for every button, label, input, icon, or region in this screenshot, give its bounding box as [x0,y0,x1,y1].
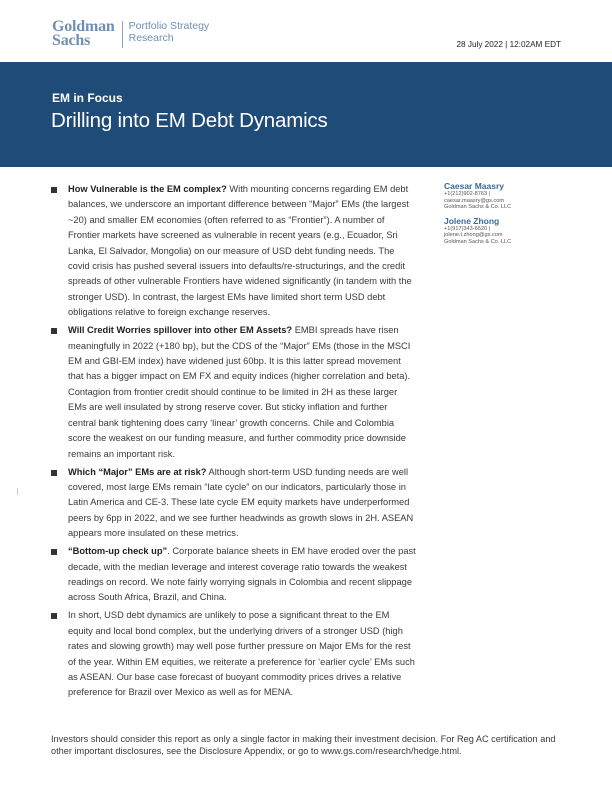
series-label: EM in Focus [52,91,123,105]
key-point-text: Although short-term USD funding needs are well covered, most large EMs remain “late cycle” on our indicators, particularly those in Latin America and CE-3. These late cycle EM equity markets have underperformed peers by 6pp in 2022, and we see further headwinds as growth slows in 2H. ASEAN appears more insulated on these metrics. [68,466,414,539]
bullet-square-icon [51,187,57,193]
author-name[interactable]: Caesar Maasry [444,181,505,191]
key-point-lead: “Bottom-up check up” [68,546,168,557]
key-point [50,323,416,462]
division-line-1: Portfolio Strategy [128,20,210,32]
author-phone: +1(212)902-8763 | [444,191,491,197]
author-email[interactable]: jolene.t.zhong@gs.com [444,232,503,239]
key-points-list [50,182,416,703]
key-point [50,465,416,542]
key-point-lead: Will Credit Worries spillover into other EM Assets? [68,325,293,336]
author-email[interactable]: caesar.maasry@gs.com [444,197,505,204]
author-list [444,181,564,251]
key-point-lead: Which “Major” EMs are at risk? [68,466,207,477]
division-line-2: Research [128,32,174,44]
author-firm: Goldman Sachs & Co. LLC [444,204,512,211]
key-point [50,544,416,606]
key-point-text: With mounting concerns regarding EM debt balances, we underscore an important difference between “Major” EMs (the largest ~20) and smaller EM economies (often referred to as “Frontier”). A number of Frontier markets have screened as vulnerable in recent years (e.g., Ecuador, Sri Lanka, El Salvador, Mongolia) on our measure of USD debt funding needs. The covid crisis has pushed several issuers into defaults/re-structurings, and the credit spreads of other vulnerable Frontiers have widened significantly (in tandem with the stronger USD). In contrast, the largest EMs have limited short term USD debt obligations relative to foreign exchange reserves. [68,184,412,318]
bullet-square-icon [51,549,57,555]
key-point-text: . Corporate balance sheets in EM have eroded over the past decade, with the median leverage and interest coverage ratio towards the weakest readings on record. We note fairly worrying signals in Colombia and recent slippage across South Africa, Brazil, and China. [68,546,416,603]
logo-divider [122,21,123,48]
logo-line-1: Goldman [52,18,115,35]
margin-mark [17,488,18,495]
division-name [129,20,210,44]
author-card [444,181,564,211]
key-point [50,608,416,700]
author-name[interactable]: Jolene Zhong [444,215,500,226]
bullet-square-icon [51,470,57,476]
bullet-square-icon [51,613,57,619]
author-card [444,216,564,246]
bullet-square-icon [51,328,57,334]
report-title: Drilling into EM Debt Dynamics [51,109,328,132]
author-firm: Goldman Sachs & Co. LLC [444,238,512,245]
title-banner [0,62,612,167]
logo-line-2: Sachs [52,32,91,49]
goldman-sachs-logo [52,20,209,48]
key-point-text: EMBI spreads have risen meaningfully in 2022 (+180 bp), but the CDS of the “Major” EMs (those in the MSCI EM and GBI-EM index) have widened just 60bp. It is this latter spread movement that has a bigger impact on EM FX and equity indices (higher correlation and beta). Contagion from frontier credit should continue to be limited in 2H as these larger EMs are well insulated by strong reserve cover. But sticky inflation and further central bank tightening does carry ‘linear’ growth concerns. Chile and Colombia score the weakest on our funding measure, and further commodity price downside remains an important risk. [68,325,411,459]
author-phone: +1(917)343-6520 | [444,225,491,232]
key-point [50,182,416,321]
publication-date: 28 July 2022 | 12:02AM EDT [456,40,561,49]
key-point-text: In short, USD debt dynamics are unlikely to pose a significant threat to the EM equity and local bond complex, but the underlying drivers of a stronger USD (high rates and slowing growth) may well pose further pressure on Major EMs for the rest of the year. Within EM equities, we reiterate a preference for ‘earlier cycle’ EMs such as ASEAN. Our base case forecast of buoyant commodity prices drives a relative preference for Brazil over Mexico as well as for MENA. [68,610,415,698]
key-point-lead: How Vulnerable is the EM complex? [68,184,227,194]
disclosure-notice: Investors should consider this report as only a single factor in making their investment decision. For Reg AC certification and other important disclosures, see the Disclosure Appendix, or go to www.gs.com/research/hedge.html. [51,734,556,756]
logo-wordmark [52,20,115,48]
